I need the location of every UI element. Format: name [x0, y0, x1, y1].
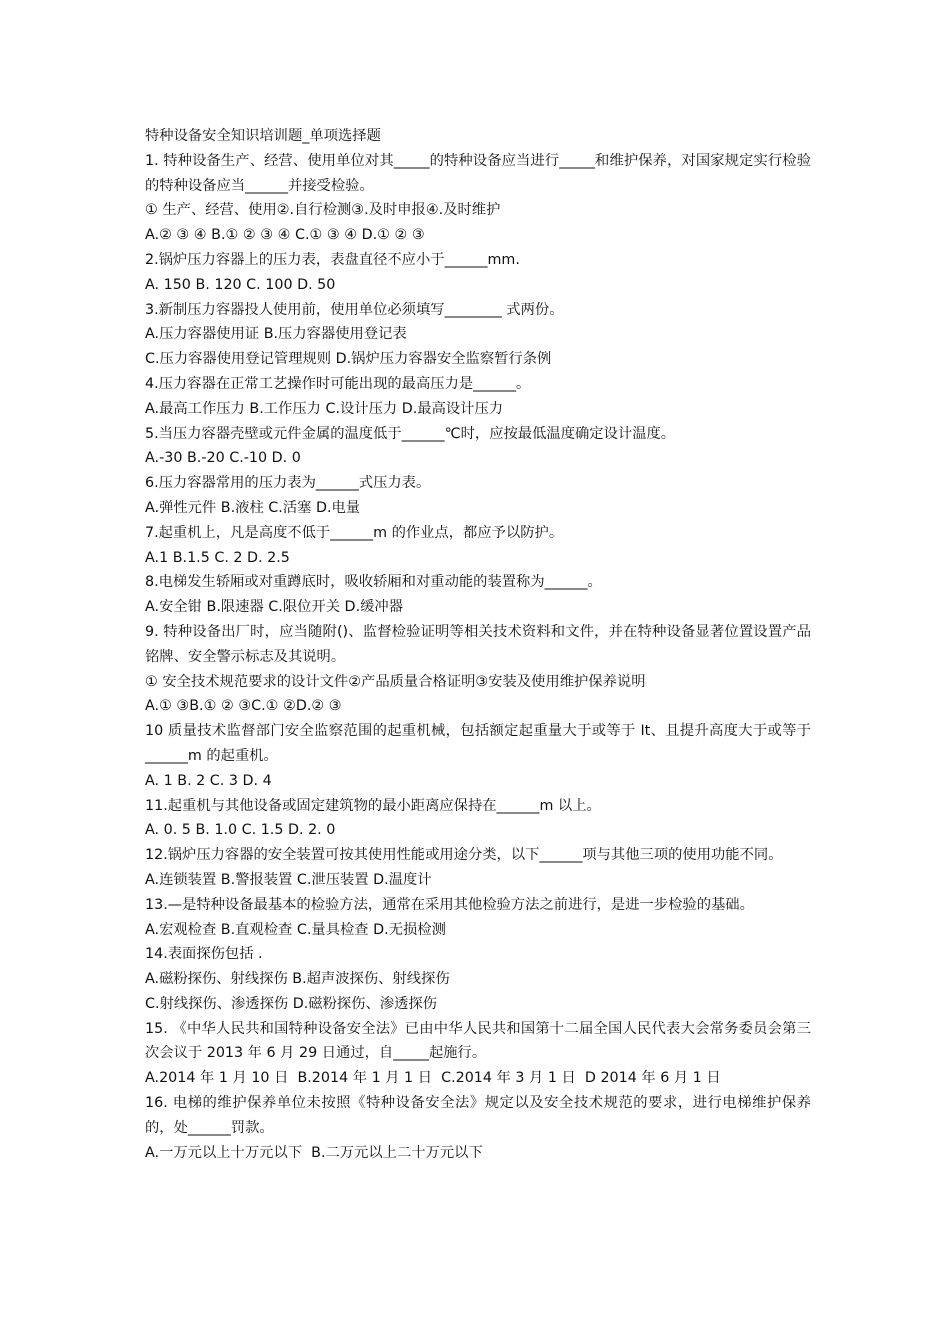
question-stem: 6.压力容器常用的压力表为______式压力表。	[145, 475, 431, 492]
question-option-line: A.磁粉探伤、射线探伤 B.超声波探伤、射线探伤	[145, 971, 450, 988]
document-body	[145, 124, 811, 1165]
question-option-line: A.① ③B.① ② ③C.① ②D.② ③	[145, 698, 342, 715]
question-option-line: A.一万元以上十万元以下 B.二万元以上二十万元以下	[145, 1144, 483, 1161]
question-option-line: ① 安全技术规范要求的设计文件②产品质量合格证明③安装及使用维护保养说明	[145, 673, 646, 690]
document-title: 特种设备安全知识培训题_单项选择题	[145, 128, 381, 144]
question-stem: 3.新制压力容器投人使用前，使用单位必须填写________ 式两份。	[145, 301, 564, 318]
question-stem: 9. 特种设备出厂时，应当随附()、监督检验证明等相关技术资料和文件，并在特种设备显著位置设置产品铭牌、安全警示标志及其说明。	[145, 623, 811, 665]
question-option-line: A. 1 B. 2 C. 3 D. 4	[145, 772, 272, 789]
question-7	[145, 521, 811, 571]
question-11	[145, 794, 811, 844]
question-option-line: A.安全钳 B.限速器 C.限位开关 D.缓冲器	[145, 599, 403, 616]
question-stem: 8.电梯发生轿厢或对重蹲底时，吸收轿厢和对重动能的装置称为______。	[145, 574, 602, 591]
question-stem: 10 质量技术监督部门安全监察范围的起重机械，包括额定起重量大于或等于 It、且提升高度大于或等于______m 的起重机。	[145, 723, 811, 764]
question-option-line: A.压力容器使用证 B.压力容器使用登记表	[145, 326, 407, 343]
question-option-line: A.-30 B.-20 C.-10 D. 0	[145, 450, 301, 467]
question-8	[145, 570, 811, 620]
question-1	[145, 149, 811, 248]
question-option-line: A.宏观检查 B.直观检查 C.量具检查 D.无损检测	[145, 921, 446, 938]
question-9	[145, 620, 811, 719]
question-2	[145, 248, 811, 298]
question-option-line: A. 150 B. 120 C. 100 D. 50	[145, 276, 336, 293]
question-stem: 12.锅炉压力容器的安全装置可按其使用性能或用途分类，以下______项与其他三项的使用功能不同。	[145, 847, 783, 864]
question-15	[145, 1017, 811, 1091]
question-option-line: A.2014 年 1 月 10 日 B.2014 年 1 月 1 日 C.2014 年 3 月 1 日 D 2014 年 6 月 1 日	[145, 1070, 721, 1087]
question-stem: 4.压力容器在正常工艺操作时可能出现的最高压力是______。	[145, 375, 531, 392]
question-10	[145, 719, 811, 793]
question-option-line: A.② ③ ④ B.① ② ③ ④ C.① ③ ④ D.① ② ③	[145, 227, 425, 244]
question-16	[145, 1091, 811, 1165]
question-option-line: C.射线探伤、渗透探伤 D.磁粉探伤、渗透探伤	[145, 995, 437, 1012]
question-option-line: A. 0. 5 B. 1.0 C. 1.5 D. 2. 0	[145, 822, 336, 839]
question-stem: 5.当压力容器壳壁或元件金属的温度低于______℃时，应按最低温度确定设计温度。	[145, 425, 676, 442]
question-option-line: A.连锁装置 B.警报装置 C.泄压装置 D.温度计	[145, 871, 432, 888]
question-stem: 13.—是特种设备最基本的检验方法，通常在采用其他检验方法之前进行，是进一步检验的基础。	[145, 896, 754, 913]
question-stem: 16. 电梯的维护保养单位未按照《特种设备安全法》规定以及安全技术规范的要求，进行电梯维护保养的，处______罚款。	[145, 1095, 811, 1136]
question-14	[145, 942, 811, 1016]
question-6	[145, 471, 811, 521]
question-5	[145, 422, 811, 472]
question-4	[145, 372, 811, 422]
question-stem: 2.锅炉压力容器上的压力表，表盘直径不应小于______mm.	[145, 251, 520, 268]
question-stem: 15. 《中华人民共和国特种设备安全法》已由中华人民共和国第十二届全国人民代表大会常务委员会第三次会议于 2013 年 6 月 29 日通过，自_____起施行。	[145, 1020, 811, 1062]
question-option-line: A.1 B.1.5 C. 2 D. 2.5	[145, 549, 290, 566]
question-13	[145, 893, 811, 943]
question-12	[145, 843, 811, 893]
question-stem: 14.表面探伤包括 .	[145, 946, 263, 963]
question-3	[145, 298, 811, 372]
question-stem: 7.起重机上，凡是高度不低于______m 的作业点，都应予以防护。	[145, 524, 564, 541]
question-option-line: A.最高工作压力 B.工作压力 C.设计压力 D.最高设计压力	[145, 400, 504, 417]
question-option-line: C.压力容器使用登记管理规则 D.锅炉压力容器安全监察暂行条例	[145, 351, 552, 368]
question-stem: 11.起重机与其他设备或固定建筑物的最小距离应保持在______m 以上。	[145, 797, 601, 814]
question-option-line: ① 生产、经营、使用②.自行检测③.及时申报④.及时维护	[145, 202, 501, 219]
question-stem: 1. 特种设备生产、经营、使用单位对其_____的特种设备应当进行_____和维护保养，对国家规定实行检验的特种设备应当______并接受检验。	[145, 152, 811, 194]
question-option-line: A.弹性元件 B.液柱 C.活塞 D.电量	[145, 499, 361, 516]
